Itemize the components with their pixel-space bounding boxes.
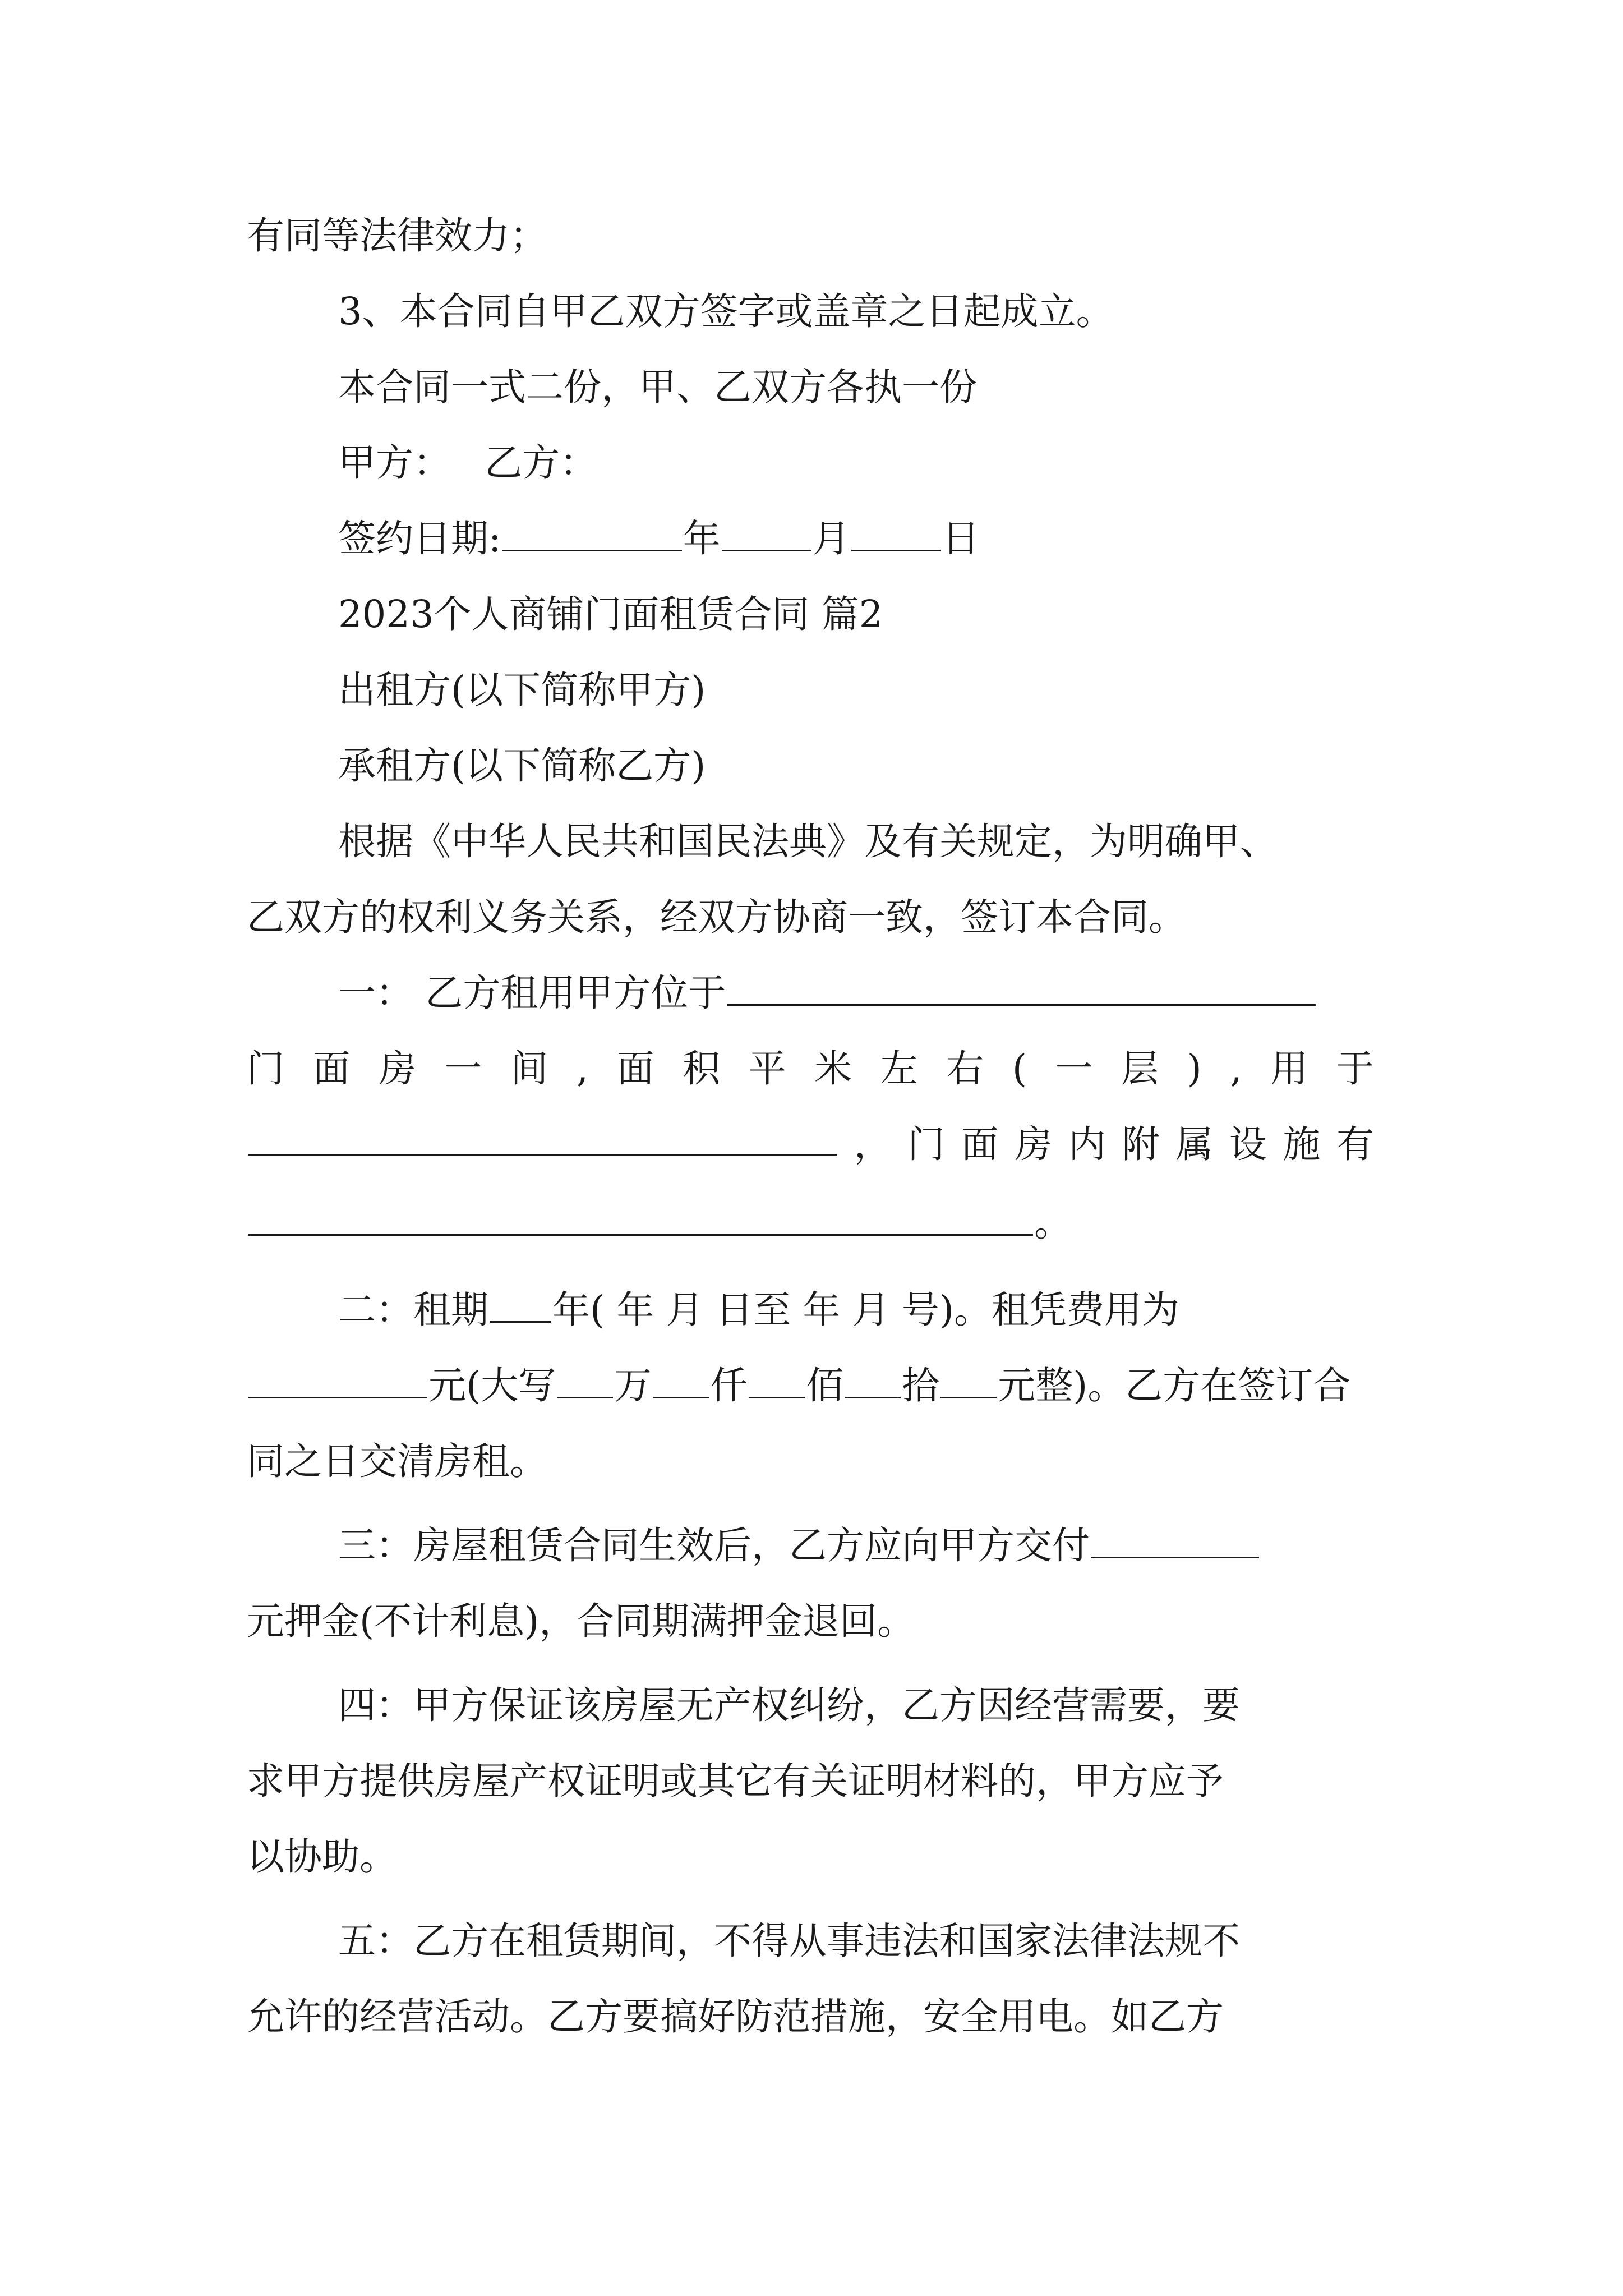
text-fragment: 拾 — [902, 1364, 940, 1407]
spaced-text-line — [247, 1043, 1374, 1094]
amount-blank — [940, 1362, 997, 1398]
text-line: 出租方(以下简称甲方) — [338, 668, 706, 712]
char: 用 — [1270, 1047, 1308, 1091]
clause-two-text-cont: 年( 年 月 日至 年 月 号)。租凭费用为 — [552, 1288, 1180, 1332]
char: ， — [854, 1122, 892, 1166]
section-title: 2023个人商铺门面租赁合同 篇2 — [338, 592, 883, 636]
text-line: 承租方(以下简称乙方) — [338, 744, 706, 788]
rent-blank — [248, 1362, 427, 1398]
char: 属 — [1175, 1122, 1214, 1166]
clause-three-line — [338, 1520, 1260, 1571]
text-fragment: 万 — [614, 1364, 652, 1407]
text-line: 四：甲方保证该房屋无产权纠纷，乙方因经营需要，要 — [338, 1683, 1240, 1727]
char: 面 — [961, 1122, 999, 1166]
char: 间 — [510, 1047, 548, 1091]
day-label: 日 — [942, 517, 980, 560]
year-label: 年 — [683, 517, 721, 560]
char: 右 — [946, 1047, 984, 1091]
char: 附 — [1122, 1122, 1160, 1166]
clause-three-text: 三：房屋租赁合同生效后，乙方应向甲方交付 — [338, 1524, 1090, 1567]
party-b-label: 乙方： — [485, 441, 597, 485]
char: 层 — [1121, 1047, 1159, 1091]
char: 平 — [748, 1047, 786, 1091]
facilities-line — [247, 1198, 1072, 1248]
clause-two-line — [338, 1285, 1179, 1335]
text-fragment: 元(大写 — [428, 1364, 556, 1407]
char: 面 — [616, 1047, 654, 1091]
text-line: 五：乙方在租赁期间，不得从事违法和国家法律法规不 — [338, 1919, 1240, 1963]
char: , — [576, 1047, 589, 1091]
month-blank — [722, 515, 811, 551]
char: 施 — [1283, 1122, 1321, 1166]
text-line: 乙双方的权利义务关系，经双方协商一致，签订本合同。 — [247, 895, 1186, 939]
period: 。 — [1034, 1201, 1072, 1245]
day-blank — [851, 515, 941, 551]
month-label: 月 — [812, 517, 850, 560]
char: 于 — [1336, 1047, 1374, 1091]
char: 左 — [880, 1047, 918, 1091]
rent-amount-line — [247, 1360, 1350, 1411]
char: ( — [1012, 1047, 1027, 1091]
char: 房 — [379, 1047, 417, 1091]
facilities-blank — [248, 1199, 1033, 1236]
char: , — [1230, 1047, 1242, 1091]
text-line: 以协助。 — [247, 1835, 397, 1879]
location-blank — [727, 969, 1316, 1006]
party-a-label: 甲方： — [338, 441, 451, 485]
text-line: 元押金(不计利息)，合同期满押金退回。 — [247, 1599, 915, 1643]
char: 设 — [1229, 1122, 1267, 1166]
year-blank — [502, 515, 682, 551]
char: 一 — [1055, 1047, 1093, 1091]
text-fragment: 佰 — [806, 1364, 844, 1407]
char: 一 — [444, 1047, 482, 1091]
text-line: 有同等法律效力； — [247, 214, 547, 257]
amount-blank — [557, 1362, 613, 1398]
amount-blank — [749, 1362, 805, 1398]
spaced-text-line — [247, 1119, 1374, 1170]
text-line: 3、本合同自甲乙双方签字或盖章之日起成立。 — [338, 289, 1114, 333]
text-line: 根据《中华人民共和国民法典》及有关规定，为明确甲、 — [338, 820, 1278, 863]
char: 内 — [1068, 1122, 1106, 1166]
text-fragment: 仟 — [710, 1364, 748, 1407]
clause-one-text: 一： 乙方租用甲方位于 — [338, 971, 726, 1015]
signing-date-line — [338, 513, 980, 564]
signature-parties-line — [338, 438, 597, 488]
signing-date-label: 签约日期: — [338, 517, 501, 560]
char: 房 — [1015, 1122, 1053, 1166]
usage-blank — [248, 1119, 837, 1156]
text-line: 求甲方提供房屋产权证明或其它有关证明材料的，甲方应予 — [247, 1759, 1224, 1803]
clause-one-line — [338, 968, 1317, 1018]
char: ) — [1187, 1047, 1202, 1091]
char: 米 — [814, 1047, 852, 1091]
amount-blank — [653, 1362, 709, 1398]
char: 积 — [683, 1047, 721, 1091]
text-line: 允许的经营活动。乙方要搞好防范措施，安全用电。如乙方 — [247, 1995, 1224, 2039]
amount-blank — [845, 1362, 901, 1398]
text-line: 同之日交清房租。 — [247, 1439, 547, 1483]
text-line: 本合同一式二份，甲、乙双方各执一份 — [338, 365, 977, 409]
char: 门 — [907, 1122, 946, 1166]
char: 有 — [1336, 1122, 1374, 1166]
char: 门 — [247, 1047, 284, 1091]
text-fragment: 元整)。乙方在签订合 — [998, 1364, 1351, 1407]
deposit-blank — [1091, 1522, 1259, 1558]
clause-two-text: 二：租期 — [338, 1288, 488, 1332]
char: 面 — [312, 1047, 351, 1091]
term-years-blank — [490, 1286, 551, 1323]
